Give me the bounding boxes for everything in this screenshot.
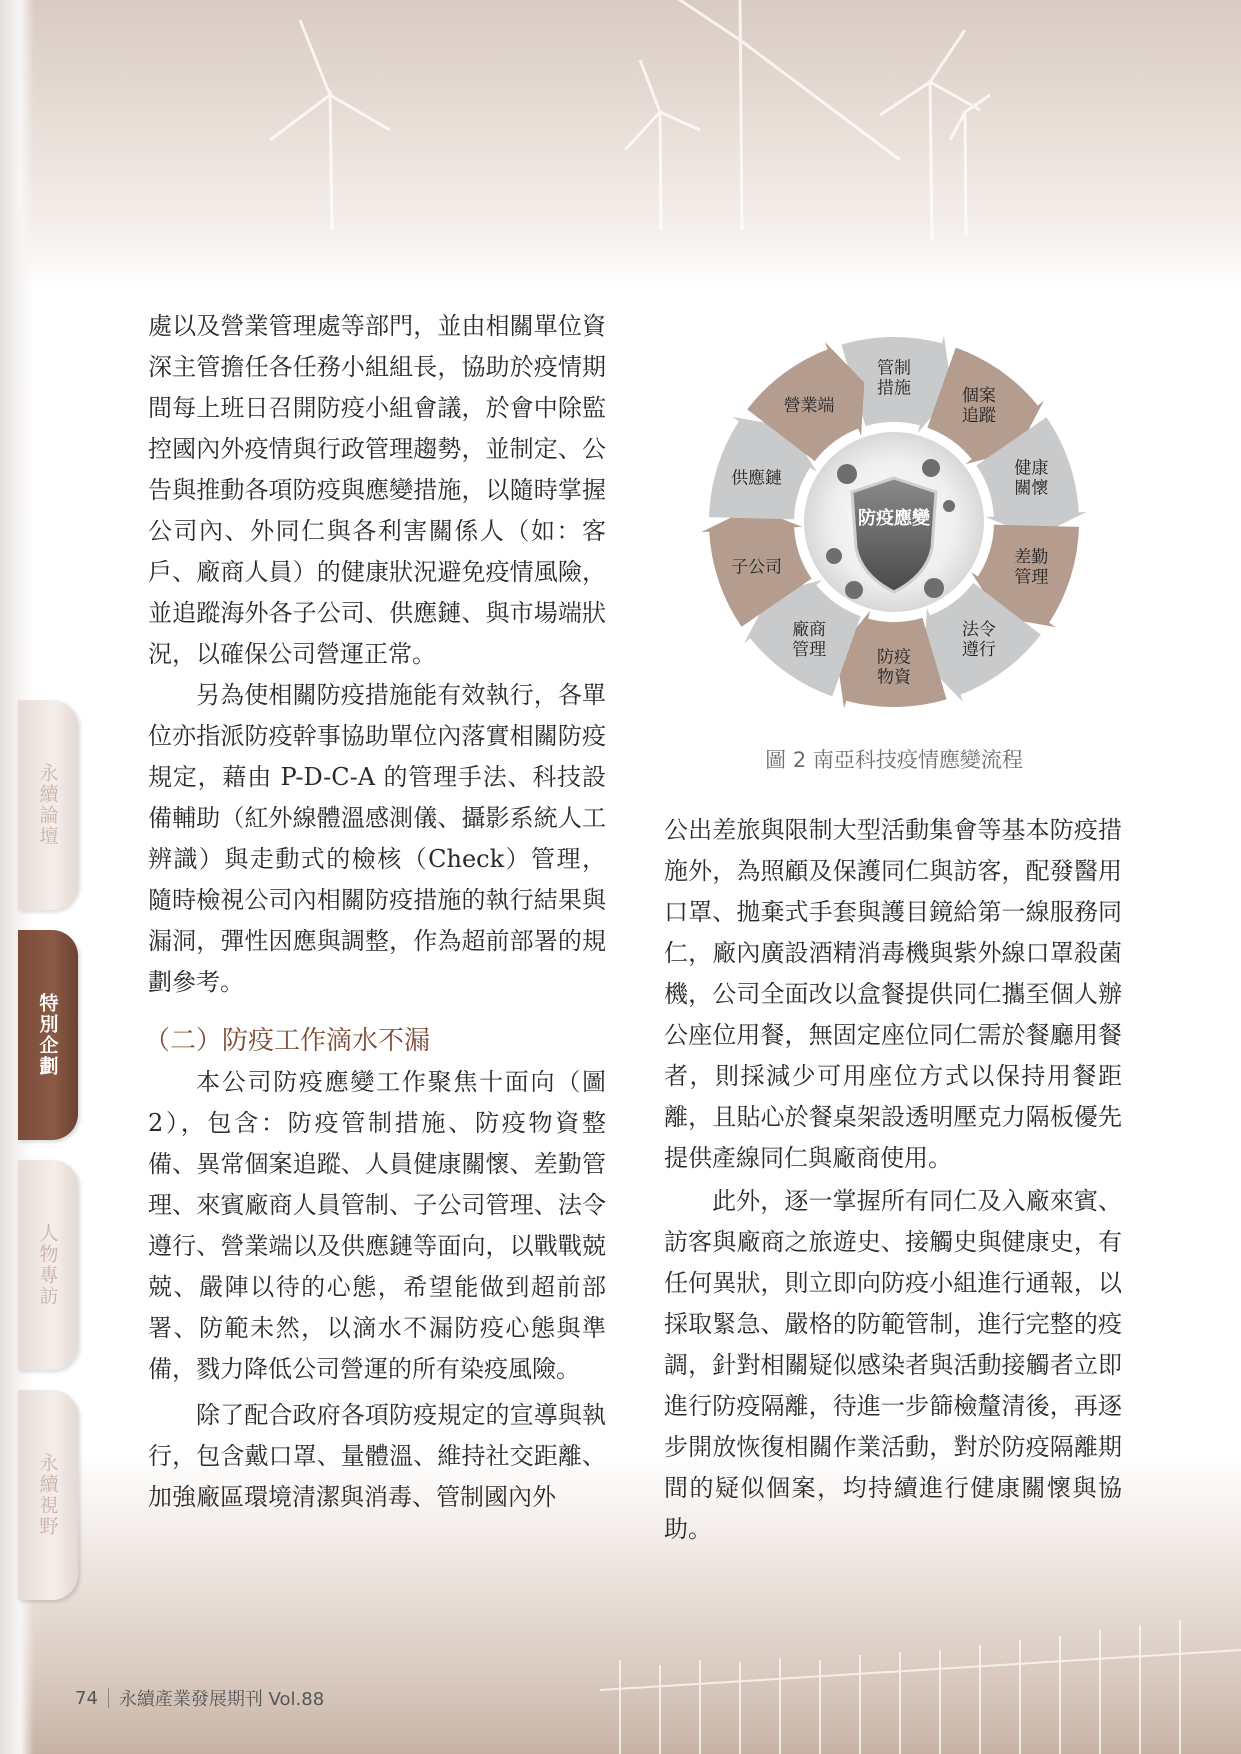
paragraph: 此外，逐一掌握所有同仁及入廠來賓、訪客與廠商之旅遊史、接觸史與健康史，有任何異狀，則立即向防疫小組進行通報，以採取緊急、嚴格的防範管制，進行完整的疫調，針對相關疑似感染者與活動接觸者立即進行防疫隔離，待進一步篩檢釐清後，再逐步開放恢復相關作業活動，對於防疫隔離期間的疑似個案，均持續進行健康關懷與協助。 bbox=[664, 1187, 1122, 1543]
page-number: 74 bbox=[75, 1687, 98, 1709]
tab-sustainability-vision[interactable] bbox=[18, 1390, 78, 1600]
tab-label: 人物專訪 bbox=[36, 1223, 59, 1307]
paragraph: 除了配合政府各項防疫規定的宣導與執行，包含戴口罩、量體溫、維持社交距離、加強廠區環境清潔與消毒、管制國內外 bbox=[148, 1401, 606, 1511]
cycle-segment-label: 管制措施 bbox=[877, 358, 911, 399]
tab-label: 永續視野 bbox=[36, 1453, 59, 1537]
paragraph: 另為使相關防疫措施能有效執行，各單位亦指派防疫幹事協助單位內落實相關防疫規定，藉由 P-D-C-A 的管理手法、科技設備輔助（紅外線體溫感測儀、攝影系統人工辨識）與走動式的檢核（Check）管理，隨時檢視公司內相關防疫措施的執行結果與漏洞，彈性因應與調整，作為超前部署的規劃參考。 bbox=[148, 681, 606, 996]
page-footer bbox=[75, 1685, 324, 1711]
tab-label: 永續論壇 bbox=[36, 763, 59, 847]
center-label: 防疫應變 bbox=[858, 508, 930, 529]
cycle-segment-label: 差勤管理 bbox=[1014, 547, 1049, 588]
tab-interview[interactable] bbox=[18, 1160, 78, 1370]
paragraph: 公出差旅與限制大型活動集會等基本防疫措施外，為照顧及保護同仁與訪客，配發醫用口罩、拋棄式手套與護目鏡給第一線服務同仁，廠內廣設酒精消毒機與紫外線口罩殺菌機，公司全面改以盒餐提供同仁攜至個人辦公座位用餐，無固定座位同仁需於餐廳用餐者，則採減少可用座位方式以保持用餐距離，且貼心於餐桌架設透明壓克力隔板優先提供產線同仁與廠商使用。 bbox=[664, 816, 1122, 1172]
tab-sustainability-forum[interactable] bbox=[18, 700, 78, 910]
cycle-segment-label: 防疫物資 bbox=[877, 647, 911, 688]
figure-caption: 圖 2 南亞科技疫情應變流程 bbox=[765, 748, 1023, 772]
cycle-svg bbox=[664, 310, 1124, 730]
footer-divider bbox=[108, 1688, 109, 1708]
paragraph: 本公司防疫應變工作聚焦十面向（圖2），包含：防疫管制措施、防疫物資整備、異常個案追蹤、人員健康關懷、差勤管理、來賓廠商人員管制、子公司管理、法令遵行、營業端以及供應鏈等面向，以戰戰兢兢、嚴陣以待的心態，希望能做到超前部署、防範未然，以滴水不漏防疫心態與準備，戮力降低公司營運的所有染疫風險。 bbox=[148, 1068, 606, 1383]
cycle-segment-label: 營業端 bbox=[783, 396, 835, 417]
cycle-segment-label: 法令遵行 bbox=[961, 619, 996, 660]
cycle-segment-label: 健康關懷 bbox=[1014, 458, 1049, 499]
journal-title: 永續產業發展期刊 Vol.88 bbox=[118, 1689, 325, 1710]
response-cycle-diagram bbox=[664, 310, 1124, 780]
right-text-column bbox=[664, 810, 1122, 1550]
tab-special-feature[interactable] bbox=[18, 930, 78, 1140]
cycle-segment-label: 子公司 bbox=[731, 557, 783, 578]
cycle-segment-label: 供應鏈 bbox=[731, 468, 783, 489]
left-text-column bbox=[144, 306, 606, 1518]
paragraph: 處以及營業管理處等部門，並由相關單位資深主管擔任各任務小組組長，協助於疫情期間每上班日召開防疫小組會議，於會中除監控國內外疫情與行政管理趨勢，並制定、公告與推動各項防疫與應變措施，以隨時掌握公司內、外同仁與各利害關係人（如：客戶、廠商人員）的健康狀況避免疫情風險，並追蹤海外各子公司、供應鏈、與市場端狀況，以確保公司營運正常。 bbox=[148, 312, 606, 668]
tab-label: 特別企劃 bbox=[36, 993, 59, 1077]
cycle-segment-label: 個案追蹤 bbox=[961, 386, 996, 427]
cycle-segment-label: 廠商管理 bbox=[792, 619, 827, 660]
section-heading: （二）防疫工作滴水不漏 bbox=[144, 1026, 431, 1056]
